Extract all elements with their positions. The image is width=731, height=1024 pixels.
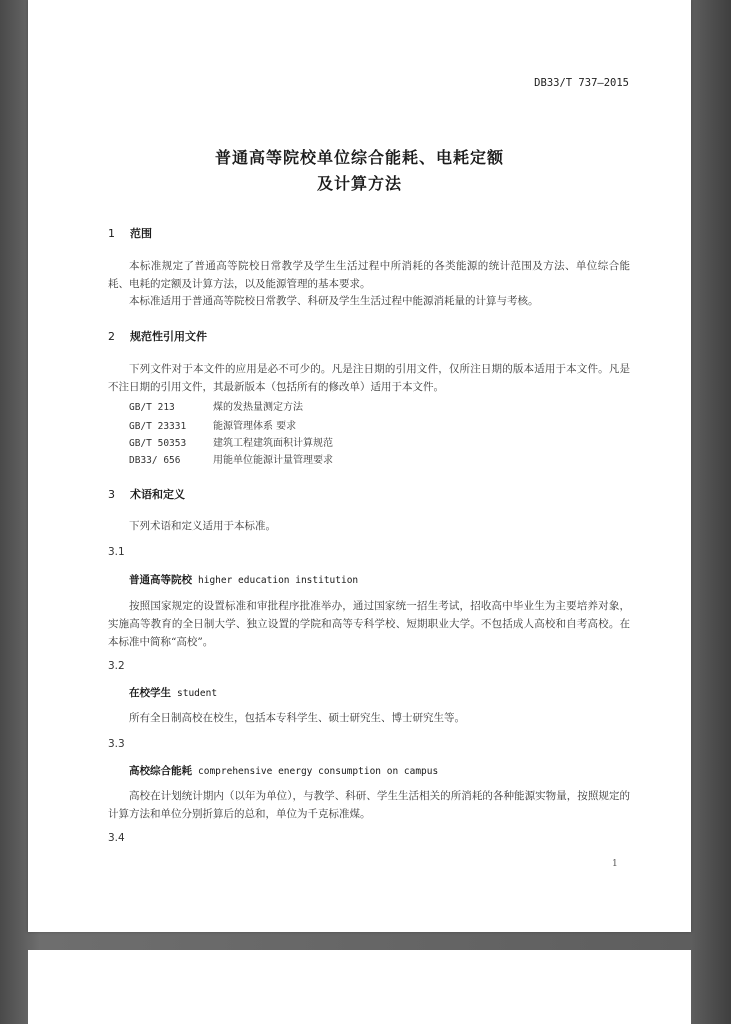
term-definition: 所有全日制高校在校生，包括本专科学生、硕士研究生、博士研究生等。 <box>129 712 465 724</box>
clause-number: 3.2 <box>108 660 125 672</box>
section-3-intro: 下列术语和定义适用于本标准。 <box>129 520 276 532</box>
reference-code: GB/T 23331 <box>129 421 187 432</box>
section-number: 3 <box>108 488 115 501</box>
term-chinese: 普通高等院校 <box>129 574 192 586</box>
section-1-paragraph-1: 本标准规定了普通高等院校日常教学及学生生活过程中所消耗的各类能源的统计范围及方法、单位综合能耗、电耗的定额及计算方法，以及能源管理的基本要求。 <box>108 260 630 290</box>
section-1-paragraph-2: 本标准适用于普通高等院校日常教学、科研及学生生活过程中能源消耗量的计算与考核。 <box>129 295 539 307</box>
document-page <box>28 0 691 932</box>
section-title: 规范性引用文件 <box>130 330 207 343</box>
reference-item <box>129 434 333 449</box>
term-definition: 高校在计划统计期内（以年为单位），与教学、科研、学生生活相关的所消耗的各种能源实物量，按照规定的计算方法和单位分别折算后的总和，单位为千克标准煤。 <box>108 790 630 820</box>
term-entry <box>129 572 358 587</box>
section-1-heading <box>108 225 152 241</box>
term-english: higher education institution <box>198 575 359 586</box>
term-entry <box>129 763 438 778</box>
clause-number: 3.3 <box>108 738 125 750</box>
reference-item <box>129 398 303 413</box>
reference-name: 煤的发热量测定方法 <box>213 402 303 413</box>
term-definition: 按照国家规定的设置标准和审批程序批准举办，通过国家统一招生考试，招收高中毕业生为主要培养对象，实施高等教育的全日制大学、独立设置的学院和高等专科学校、短期职业大学。不包括成人高校和自考高校。在本标准中简称“高校”。 <box>108 600 630 648</box>
reference-name: 建筑工程建筑面积计算规范 <box>213 438 333 449</box>
document-title-line1: 普通高等院校单位综合能耗、电耗定额 <box>214 148 504 167</box>
reference-code: DB33/ 656 <box>129 455 181 466</box>
reference-item <box>129 451 333 466</box>
reference-name: 能源管理体系 要求 <box>213 421 297 432</box>
reference-item <box>129 417 296 432</box>
section-title: 术语和定义 <box>130 488 185 501</box>
clause-number: 3.4 <box>108 832 125 844</box>
term-chinese: 高校综合能耗 <box>129 765 192 777</box>
section-2-heading <box>108 328 207 344</box>
reference-name: 用能单位能源计量管理要求 <box>213 455 333 466</box>
standard-code: DB33/T 737—2015 <box>534 77 629 89</box>
page-number: 1 <box>612 859 618 869</box>
term-entry <box>129 685 217 700</box>
document-title-line2: 及计算方法 <box>316 174 402 193</box>
section-2-paragraph: 下列文件对于本文件的应用是必不可少的。凡是注日期的引用文件，仅所注日期的版本适用于本文件。凡是不注日期的引用文件，其最新版本（包括所有的修改单）适用于本文件。 <box>108 363 630 393</box>
section-3-heading <box>108 486 185 502</box>
section-title: 范围 <box>130 227 152 240</box>
section-number: 2 <box>108 330 115 343</box>
term-english: student <box>177 688 218 699</box>
next-page-preview <box>28 950 691 1024</box>
term-english: comprehensive energy consumption on campus <box>198 766 439 777</box>
clause-number: 3.1 <box>108 546 125 558</box>
section-number: 1 <box>108 227 115 240</box>
term-chinese: 在校学生 <box>129 687 171 699</box>
reference-code: GB/T 50353 <box>129 438 187 449</box>
reference-code: GB/T 213 <box>129 402 175 413</box>
